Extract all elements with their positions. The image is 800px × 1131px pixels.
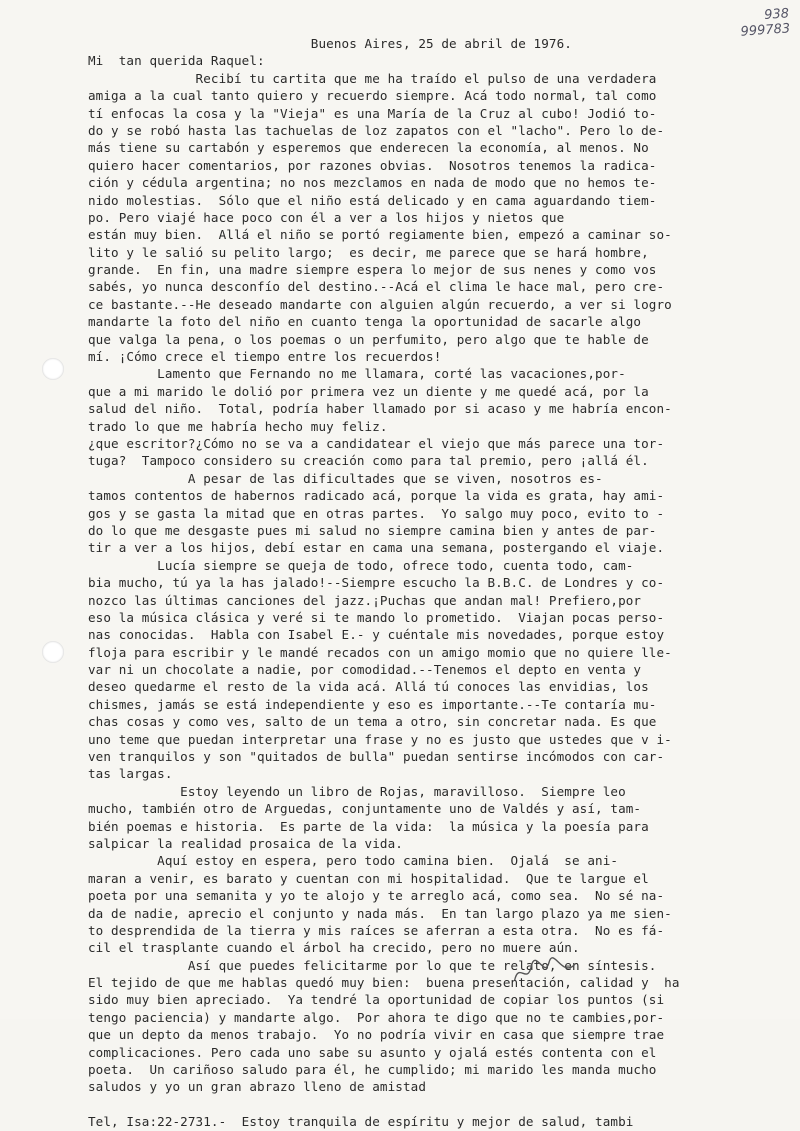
letter-line: tir a ver a los hijos, debí estar en cama una semana, postergando el viaje. [88, 540, 665, 556]
letter-line: tí enfocas la cosa y la "Vieja" es una María de la Cruz al cubo! Jodió to- [88, 105, 657, 121]
archive-mark: 938 [764, 6, 790, 24]
letter-line: que un depto da menos trabajo. Yo no podría vivir en casa que siempre trae [88, 1027, 665, 1043]
letter-line: mucho, también otro de Arguedas, conjuntamente uno de Valdés y así, tam- [88, 801, 642, 817]
letter-line: bién poemas e historia. Es parte de la vida: la música y la poesía para [88, 818, 649, 834]
letter-line: cil el trasplante cuando el árbol ha crecido, pero no muere aún. [88, 940, 580, 956]
letter-line: eso la música clásica y veré si te mando lo prometido. Viajan pocas perso- [88, 609, 665, 625]
letter-line: saludos y yo un gran abrazo lleno de amistad [88, 1079, 427, 1095]
letter-line: po. Pero viajé hace poco con él a ver a los hijos y nietos que [88, 209, 565, 225]
letter-line: que valga la pena, o los poemas o un perfumito, pero algo que te hable de [88, 331, 649, 347]
letter-line: Lucía siempre se queja de todo, ofrece todo, cuenta todo, cam- [88, 557, 634, 573]
letter-line: bia mucho, tú ya la has jalado!--Siempre escucho la B.B.C. de Londres y co- [88, 575, 665, 591]
letter-line: Así que puedes felicitarme por lo que te relato, en síntesis. [88, 957, 657, 973]
letter-line: sido muy bien apreciado. Ya tendré la oportunidad de copiar los puntos (si [88, 992, 665, 1008]
letter-line: tuga? Tampoco considero su creación como para tal premio, pero ¡allá él. [88, 453, 649, 469]
letter-line: poeta. Un cariñoso saludo para él, he cumplido; mi marido les manda mucho [88, 1062, 657, 1078]
letter-line: nas conocidas. Habla con Isabel E.- y cuéntale mis novedades, porque estoy [88, 627, 665, 643]
letter-body [88, 35, 788, 1131]
letter-line: mí. ¡Cómo crece el tiempo entre los recuerdos! [88, 349, 442, 365]
punch-hole-top [42, 358, 64, 380]
letter-line: nozco las últimas canciones del jazz.¡Puchas que andan mal! Prefiero,por [88, 592, 642, 608]
letter-line: var ni un chocolate a nadie, por comodidad.--Tenemos el depto en venta y [88, 662, 642, 678]
letter-line: complicaciones. Pero cada uno sabe su asunto y ojalá estés contenta con el [88, 1044, 657, 1060]
letter-line: salpicar la realidad prosaica de la vida. [88, 835, 403, 851]
letter-line: lito y le salió su pelito largo; es decir, me parece que se hará hombre, [88, 244, 649, 260]
letter-line: tas largas. [88, 766, 173, 782]
letter-line: nido molestias. Sólo que el niño está delicado y en cama aguardando tiem- [88, 192, 657, 208]
letter-line: to desprendida de la tierra y mis raíces se aferran a esta otra. No es fá- [88, 922, 665, 938]
letter-line: que a mi marido le dolió por primera vez un diente y me quedé acá, por la [88, 383, 649, 399]
letter-line: Mi tan querida Raquel: [88, 53, 265, 69]
letter-line: floja para escribir y le mandé recados con un amigo momio que no quiere lle- [88, 644, 672, 660]
letter-line: amiga a la cual tanto quiero y recuerdo siempre. Acá todo normal, tal como [88, 88, 657, 104]
letter-line: sabés, yo nunca desconfío del destino.--Acá el clima le hace mal, pero cre- [88, 279, 665, 295]
letter-line: A pesar de las dificultades que se viven, nosotros es- [88, 470, 603, 486]
letter-line: chismes, jamás se está independiente y eso es importante.--Te contaría mu- [88, 696, 657, 712]
letter-line: trado lo que me habría hecho muy feliz. [88, 418, 388, 434]
signature [508, 951, 581, 993]
letter-line: están muy bien. Allá el niño se portó regiamente bien, empezó a caminar so- [88, 227, 672, 243]
letter-line: Aquí estoy en espera, pero todo camina bien. Ojalá se ani- [88, 853, 619, 869]
letter-line: uno teme que puedan interpretar una frase y no es justo que ustedes que v i- [88, 731, 672, 747]
letter-line: Estoy leyendo un libro de Rojas, maravilloso. Siempre leo [88, 783, 626, 799]
punch-hole-bottom [42, 641, 64, 663]
letter-line: Recibí tu cartita que me ha traído el pulso de una verdadera [88, 70, 657, 86]
letter-line: da de nadie, aprecio el conjunto y nada más. En tan largo plazo ya me sien- [88, 905, 672, 921]
letter-line: ce bastante.--He deseado mandarte con alguien algún recuerdo, a ver si logro [88, 296, 672, 312]
letter-line: poeta por una semanita y yo te alojo y te arreglo acá, como sea. No sé na- [88, 888, 665, 904]
letter-line: quiero hacer comentarios, por razones obvias. Nosotros tenemos la radica- [88, 157, 657, 173]
letter-line: chas cosas y como ves, salto de un tema a otro, sin concretar nada. Es que [88, 714, 657, 730]
letter-line: Buenos Aires, 25 de abril de 1976. [88, 36, 572, 51]
letter-line: grande. En fin, una madre siempre espera lo mejor de sus nenes y como vos [88, 262, 657, 278]
letter-line: ¿que escritor?¿Cómo no se va a candidatear el viejo que más parece una tor- [88, 435, 665, 451]
letter-line: Lamento que Fernando no me llamara, corté las vacaciones,por- [88, 366, 626, 382]
signature-scribble [508, 951, 581, 988]
letter-line: ción y cédula argentina; no nos mezclamos en nada de modo que no hemos te- [88, 175, 657, 191]
letter-line: deseo quedarme el resto de la vida acá. Allá tú conoces las envidias, los [88, 679, 649, 695]
letter-line: El tejido de que me hablas quedó muy bien: buena presentación, calidad y ha [88, 975, 680, 991]
letter-line: tamos contentos de habernos radicado acá, porque la vida es grata, hay ami- [88, 488, 665, 504]
letter-line: más tiene su cartabón y esperemos que enderecen la economía, al menos. No [88, 140, 649, 156]
archive-mark: 999783 [740, 21, 791, 40]
letter-line: mandarte la foto del niño en cuanto tenga la oportunidad de sacarle algo [88, 314, 642, 330]
letter-line: tengo paciencia) y mandarte algo. Por ahora te digo que no te cambies,por- [88, 1009, 665, 1025]
letter-line [88, 1096, 788, 1113]
letter-line: Tel, Isa:22-2731.- Estoy tranquila de espíritu y mejor de salud, tambi [88, 1114, 634, 1130]
letter-line: ven tranquilos y son "quitados de bulla" puedan sentirse incómodos con car- [88, 749, 665, 765]
letter-line: do lo que me desgaste pues mi salud no siempre camina bien y antes de par- [88, 522, 657, 538]
letter-line: do y se robó hasta las tachuelas de loz zapatos con el "lacho". Pero lo de- [88, 122, 665, 138]
letter-line: maran a venir, es barato y cuentan con mi hospitalidad. Que te largue el [88, 870, 649, 886]
letter-line: salud del niño. Total, podría haber llamado por si acaso y me habría encon- [88, 401, 672, 417]
letter-line: gos y se gasta la mitad que en otras partes. Yo salgo muy poco, evito to - [88, 505, 665, 521]
